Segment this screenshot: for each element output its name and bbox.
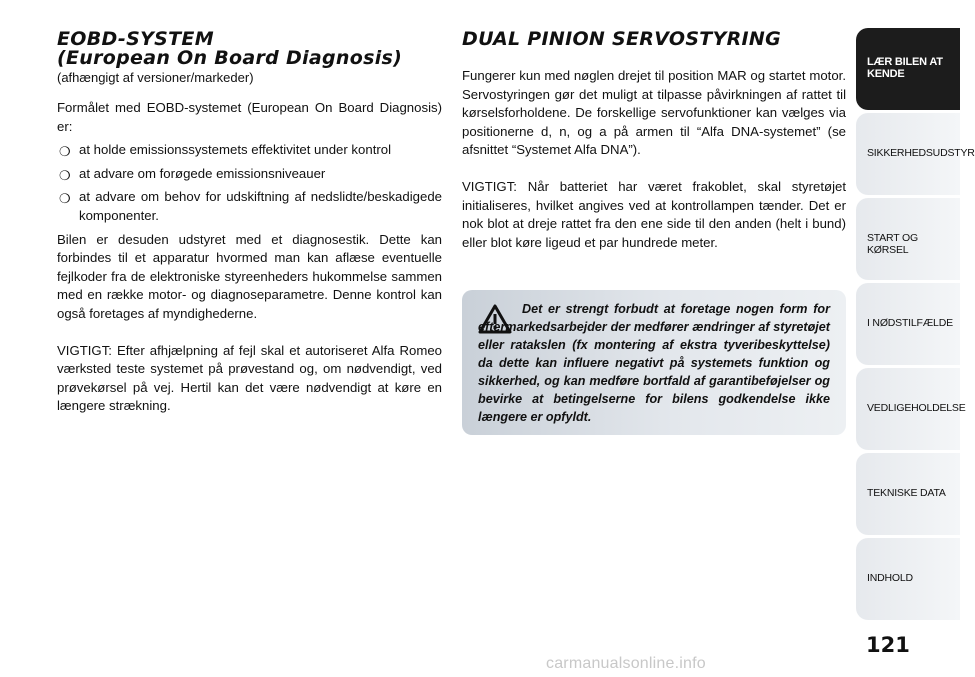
eobd-important-note: VIGTIGT: Efter afhjælpning af fejl skal et autoriseret Alfa Romeo værksted teste systemet på prøvestand og, om nødvendigt, ved prøvekørsel på vej. Hertil kan det være nødvendigt at køre en længere strækning. bbox=[57, 342, 442, 414]
chapter-tabs bbox=[856, 28, 975, 623]
left-column bbox=[57, 30, 442, 416]
watermark: carmanualsonline.info bbox=[546, 655, 706, 672]
tab-tekniske-data[interactable]: TEKNISKE DATA bbox=[856, 453, 960, 535]
eobd-intro: Formålet med EOBD-systemet (European On Board Diagnosis) er: bbox=[57, 100, 442, 134]
eobd-subtitle: (afhængigt af versioner/markeder) bbox=[57, 70, 254, 85]
eobd-title-line2: (European On Board Diagnosis) bbox=[57, 47, 403, 69]
servo-paragraph: Fungerer kun med nøglen drejet til position MAR og startet motor. Servostyringen gør det muligt at tilpasse påvirkningen af rattet til kørselsforholdene. De forskellige servofunktioner kan vælges via positionerne d, n, og a på armen til “Alfa DNA-systemet” (se afsnittet “Systemet Alfa DNA”). bbox=[462, 68, 846, 158]
tab-i-noedstilfaelde[interactable]: I NØDSTILFÆLDE bbox=[856, 283, 960, 365]
warning-box bbox=[462, 290, 846, 435]
tab-laer-bilen-at-kende[interactable]: LÆR BILEN AT KENDE bbox=[856, 28, 960, 110]
tab-indhold[interactable]: INDHOLD bbox=[856, 538, 960, 620]
servo-important-note: VIGTIGT: Når batteriet har været frakoblet, skal styretøjet initialiseres, hvilket angives ved at kontrollampen tænder. Det er nok blot at dreje rattet fra den ene side til den anden (helt i bund) eller blot køre ligeud et par hundrede meter. bbox=[462, 178, 846, 250]
page-number: 121 bbox=[866, 633, 910, 657]
eobd-title: EOBD-SYSTEM bbox=[57, 28, 214, 50]
bullet-circle-icon: ❍ bbox=[59, 191, 71, 207]
bullet-circle-icon: ❍ bbox=[59, 144, 71, 160]
tab-start-og-koersel[interactable]: START OG KØRSEL bbox=[856, 198, 960, 280]
servo-body bbox=[462, 67, 846, 252]
list-item: ❍ at advare om forøgede emissionsniveauer bbox=[57, 165, 442, 184]
right-column bbox=[462, 30, 846, 252]
tab-vedligeholdelse[interactable]: VEDLIGEHOLDELSE bbox=[856, 368, 960, 450]
eobd-body bbox=[57, 99, 442, 416]
servo-title: DUAL PINION SERVOSTYRING bbox=[462, 28, 782, 50]
eobd-bullet-list bbox=[57, 141, 442, 225]
eobd-paragraph: Bilen er desuden udstyret med et diagnosestik. Dette kan forbindes til et apparatur hvormed man kan aflæse eventuelle fejlkoder fra de elektroniske styreenheders hukommelse sammen med en række motor- og diagnoseparametre. Denne kontrol kan også foretages af myndighederne. bbox=[57, 231, 442, 321]
bullet-circle-icon: ❍ bbox=[59, 167, 71, 183]
list-item: ❍ at holde emissionssystemets effektivitet under kontrol bbox=[57, 141, 442, 160]
tab-sikkerhedsudstyr[interactable]: SIKKERHEDSUDSTYR bbox=[856, 113, 960, 195]
warning-text: Det er strengt forbudt at foretage nogen form for eftermarkedsarbejder der medfører ændringer af styretøjet eller ratakslen (fx montering af ekstra tyveribeskyttelse) da dette kan influere negativt på systemets funktion og sikkerhed, og kan medføre bortfald af garantibeføjelser og bevirke at betingelserne for bilens godkendelse ikke længere er opfyldt. bbox=[478, 302, 830, 424]
list-item: ❍ at advare om behov for udskiftning af nedslidte/beskadigede komponenter. bbox=[59, 189, 442, 223]
